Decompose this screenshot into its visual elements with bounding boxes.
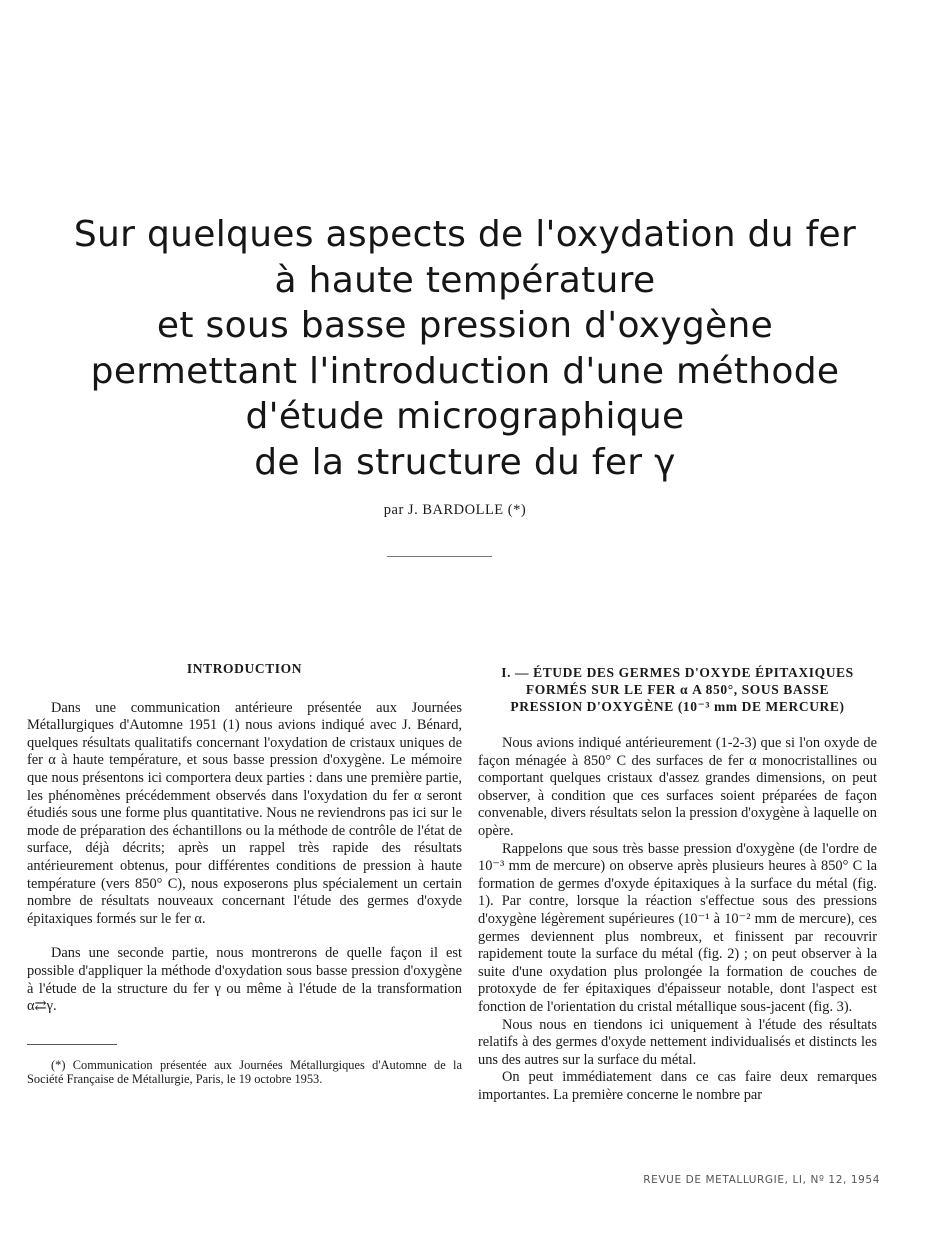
title-line: de la structure du fer γ bbox=[254, 441, 676, 483]
title-line: Sur quelques aspects de l'oxydation du fer bbox=[73, 214, 857, 255]
heading-line: PRESSION D'OXYGÈNE (10⁻³ mm DE MERCURE) bbox=[510, 699, 845, 714]
paragraph-spacer bbox=[27, 928, 462, 945]
paragraph: Nous nous en tiendons ici uniquement à l'étude des résultats relatifs à des germes d'oxyde nettement individualisés et distincts les uns des autres sur la surface du métal. bbox=[478, 1016, 877, 1068]
paragraph: Dans une communication antérieure présentée aux Journées Métallurgiques d'Automne 1951 (1) nous avions indiqué avec J. Bénard, quelques résultats qualitatifs concernant l'oxydation de cristaux uniques de fer α à haute température, et sous basse pression d'oxygène. Le mémoire que nous présentons ici comportera deux parties : dans une première partie, les phénomènes précédemment observés dans l'oxydation du fer α seront étudiés sous une forme plus quantitative. Nous ne reviendrons pas ici sur le mode de préparation des échantillons ou la méthode de contrôle de l'état de surface, déjà décrits; après un rappel très rapide des résultats antérieurement obtenus, pour différentes conditions de pression à haute température (vers 850° C), nous exposerons plus spécialement un certain nombre de résultats nouveaux concernant l'étude des germes d'oxyde épitaxiques formés sur le fer α. bbox=[27, 699, 462, 927]
section-heading-introduction: INTRODUCTION bbox=[186, 661, 303, 676]
author-byline: par J. BARDOLLE (*) bbox=[383, 502, 527, 518]
title-divider bbox=[387, 556, 492, 557]
paragraph: On peut immédiatement dans ce cas faire deux remarques importantes. La première concerne le nombre par bbox=[478, 1069, 877, 1103]
title-line: permettant l'introduction d'une méthode bbox=[90, 350, 840, 392]
paragraph: Dans une seconde partie, nous montrerons de quelle façon il est possible d'appliquer la méthode d'oxydation sous basse pression d'oxygène à l'étude de la structure du fer γ ou même à l'étude de la transformation α⇄γ. bbox=[27, 945, 462, 1015]
title-line: à haute température bbox=[274, 259, 656, 301]
paragraph: Rappelons que sous très basse pression d'oxygène (de l'ordre de 10⁻³ mm de mercure) on observe après plusieurs heures à 850° C la formation de germes d'oxyde épitaxiques à la surface du métal (fig. 1). Par contre, lorsque la réaction s'effectue sous des pressions d'oxygène légèrement supérieures (10⁻¹ à 10⁻² mm de mercure), ces germes deviennent plus nombreux, et finissent par recouvrir rapidement toute la surface du métal (fig. 2) ; on peut observer à la suite d'une oxydation plus prolongée la formation de couches de protoxyde de fer épitaxiques d'épaisseur notable, dont l'aspect est fonction de l'orientation du cristal métallique sous-jacent (fig. 3). bbox=[478, 840, 877, 1015]
heading-line: I. — ÉTUDE DES GERMES D'OXYDE ÉPITAXIQUES bbox=[501, 665, 854, 680]
running-footer: REVUE DE METALLURGIE, LI, Nº 12, 1954 bbox=[643, 1174, 880, 1186]
title-line: et sous basse pression d'oxygène bbox=[156, 305, 774, 346]
article-title bbox=[10, 212, 920, 485]
footnote: (*) Communication présentée aux Journées Métallurgiques d'Automne de la Société Française de Métallurgie, Paris, le 19 octobre 1953. bbox=[27, 1057, 462, 1086]
title-line: d'étude micrographique bbox=[245, 396, 685, 437]
footnote-divider bbox=[27, 1044, 117, 1045]
right-column bbox=[478, 664, 877, 1104]
section-heading-germes bbox=[478, 664, 877, 715]
paragraph: Nous avions indiqué antérieurement (1-2-3) que si l'on oxyde de façon ménagée à 850° C des surfaces de fer α monocristallines ou comportant quelques cristaux d'assez grandes dimensions, on peut observer, à condition que ces surfaces soient préparées de façon convenable, divers résultats selon la pression d'oxygène à laquelle on opère. bbox=[478, 735, 877, 839]
left-column bbox=[27, 660, 462, 1086]
heading-line: FORMÉS SUR LE FER α A 850°, SOUS BASSE bbox=[525, 682, 830, 697]
